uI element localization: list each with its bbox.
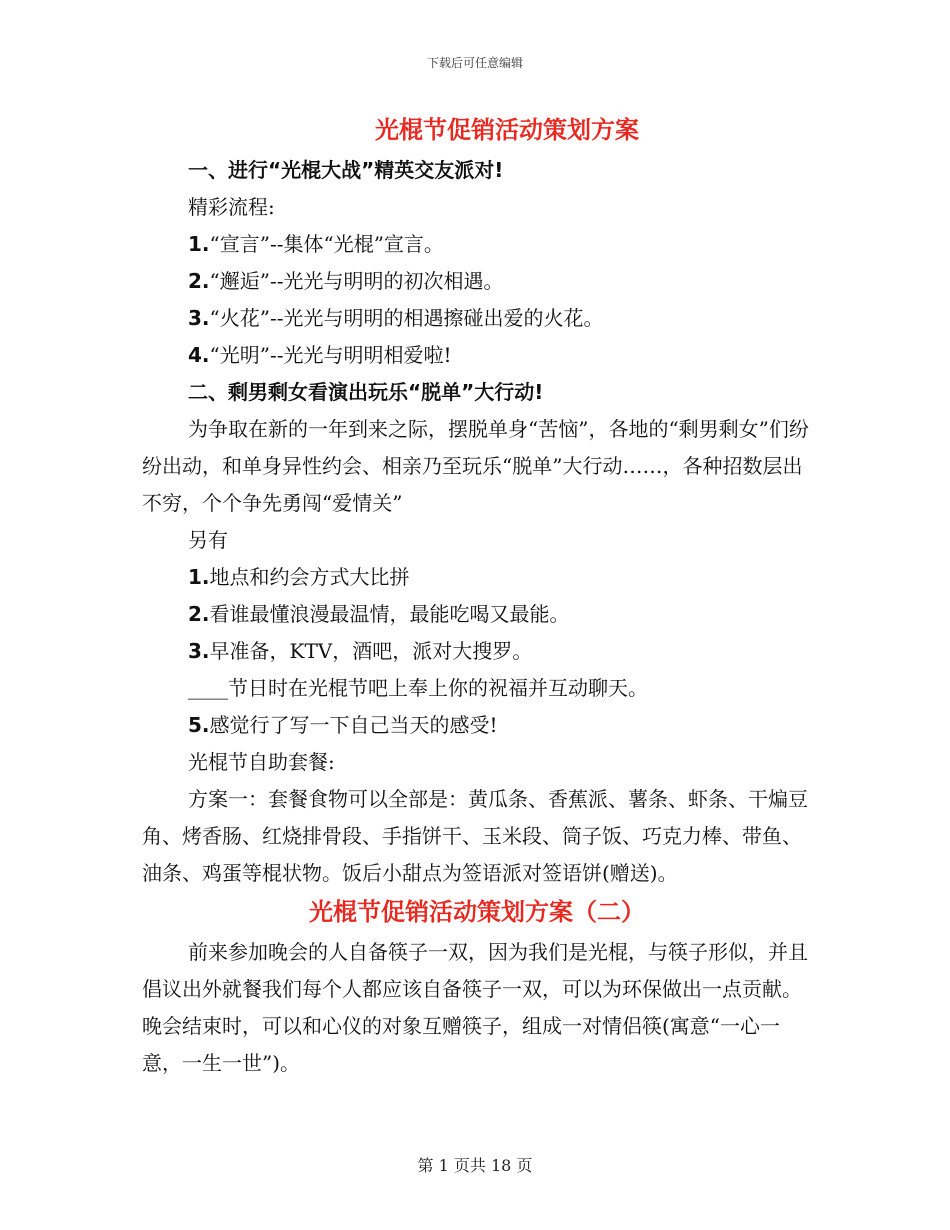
buffet-label: 光棍节自助套餐:	[188, 750, 335, 774]
section-1-heading: 一、进行“光棍大战”精英交友派对!	[188, 158, 504, 182]
also-item-text: 看谁最懂浪漫最温情，最能吃喝又最能。	[209, 602, 570, 626]
flow-item	[142, 300, 812, 337]
flow-item-text: “宣言”--集体“光棍”宣言。	[209, 232, 444, 256]
also-item-number: 2.	[188, 602, 210, 626]
also-item	[142, 559, 812, 596]
also-item	[142, 670, 812, 707]
flow-item-number: 1.	[188, 232, 210, 256]
also-item-text: ____节日时在光棍节吧上奉上你的祝福并互动聊天。	[188, 676, 648, 700]
flow-item-text: “邂逅”--光光与明明的初次相遇。	[209, 269, 504, 293]
document-title: 光棍节促销活动策划方案	[375, 116, 639, 144]
flow-item-text: “光明”--光光与明明相爱啦!	[209, 343, 452, 367]
flow-item	[142, 263, 812, 300]
flow-item	[142, 226, 812, 263]
also-item-number: 1.	[188, 565, 210, 589]
also-label: 另有	[188, 528, 228, 552]
also-item-text: 感觉行了写一下自己当天的感受!	[209, 713, 498, 737]
also-item	[142, 633, 812, 670]
section-title-2-paragraph: 前来参加晚会的人自备筷子一双，因为我们是光棍，与筷子形似，并且倡议出外就餐我们每个人都应该自备筷子一双，可以为环保做出一点贡献。晚会结束时，可以和心仪的对象互赠筷子，组成一对情侣筷(寓意“一心一意，一生一世”)。	[142, 940, 808, 1075]
section-title-2: 光棍节促销活动策划方案（二）	[309, 898, 645, 926]
also-item-text: 早准备，KTV，酒吧，派对大搜罗。	[209, 639, 533, 663]
section-2-paragraph: 为争取在新的一年到来之际，摆脱单身“苦恼”，各地的“剩男剩女”们纷纷出动，和单身异性约会、相亲乃至玩乐“脱单”大行动……，各种招数层出不穷，个个争先勇闯“爱情关”	[142, 417, 809, 515]
also-item	[142, 596, 812, 633]
flow-label: 精彩流程:	[188, 195, 275, 219]
also-item	[142, 707, 812, 744]
flow-item-text: “火花”--光光与明明的相遇擦碰出爱的火花。	[209, 306, 604, 330]
plan-1-paragraph: 方案一：套餐食物可以全部是：黄瓜条、香蕉派、薯条、虾条、干煸豆角、烤香肠、红烧排骨段、手指饼干、玉米段、筒子饭、巧克力棒、带鱼、油条、鸡蛋等棍状物。饭后小甜点为签语派对签语饼(赠送)。	[142, 787, 808, 885]
document-body	[142, 112, 812, 1082]
flow-item-number: 3.	[188, 306, 210, 330]
section-2-heading: 二、剩男剩女看演出玩乐“脱单”大行动!	[188, 380, 544, 404]
page-footer: 第 1 页共 18 页	[417, 1156, 533, 1175]
page-header: 下载后可任意编辑	[426, 56, 523, 70]
also-item-number: 5.	[188, 713, 210, 737]
also-item-text: 地点和约会方式大比拼	[209, 565, 410, 589]
flow-item-number: 4.	[188, 343, 210, 367]
flow-item	[142, 337, 812, 374]
also-item-number: 3.	[188, 639, 210, 663]
flow-item-number: 2.	[188, 269, 210, 293]
